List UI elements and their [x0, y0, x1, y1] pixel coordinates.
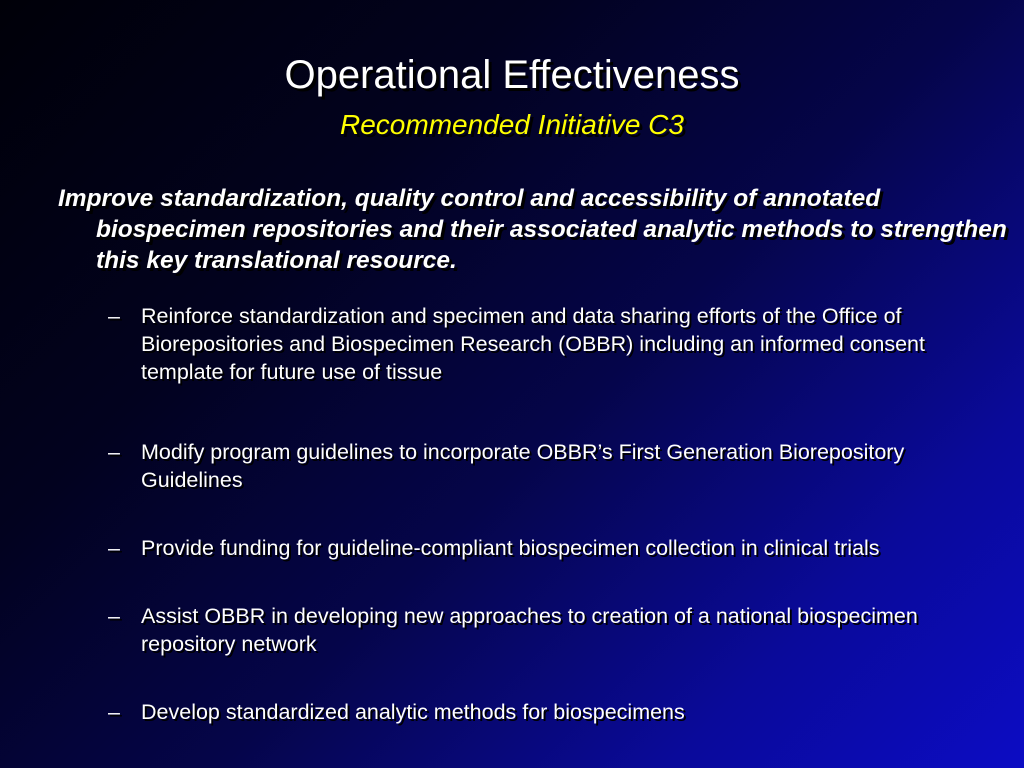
bullet-list	[108, 302, 978, 766]
bullet-text: Develop standardized analytic methods for biospecimens	[141, 700, 685, 724]
bullet-dash: –	[108, 440, 120, 464]
bullet-dash: –	[108, 700, 120, 724]
bullet-item	[108, 302, 978, 386]
bullet-text: Assist OBBR in developing new approaches to creation of a national biospecimen repository network	[141, 604, 918, 656]
bullet-text: Provide funding for guideline-compliant biospecimen collection in clinical trials	[141, 536, 880, 560]
bullet-dash: –	[108, 536, 120, 560]
bullet-text: Reinforce standardization and specimen and data sharing efforts of the Office of Biorepositories and Biospecimen Research (OBBR) including an informed consent template for future use of tissue	[141, 304, 925, 384]
bullet-dash: –	[108, 604, 120, 628]
slide-subtitle: Recommended Initiative C3	[340, 109, 684, 140]
bullet-item	[108, 534, 978, 562]
bullet-item	[108, 602, 978, 658]
bullet-text: Modify program guidelines to incorporate OBBR’s First Generation Biorepository Guidelines	[141, 440, 905, 492]
bullet-dash: –	[108, 304, 120, 328]
slide-title: Operational Effectiveness	[284, 53, 740, 97]
bullet-item	[108, 438, 978, 494]
lead-statement: Improve standardization, quality control and accessibility of annotated biospecimen repositories and their associated analytic methods to strengthen this key translational resource.	[58, 185, 1007, 274]
bullet-item	[108, 698, 978, 726]
